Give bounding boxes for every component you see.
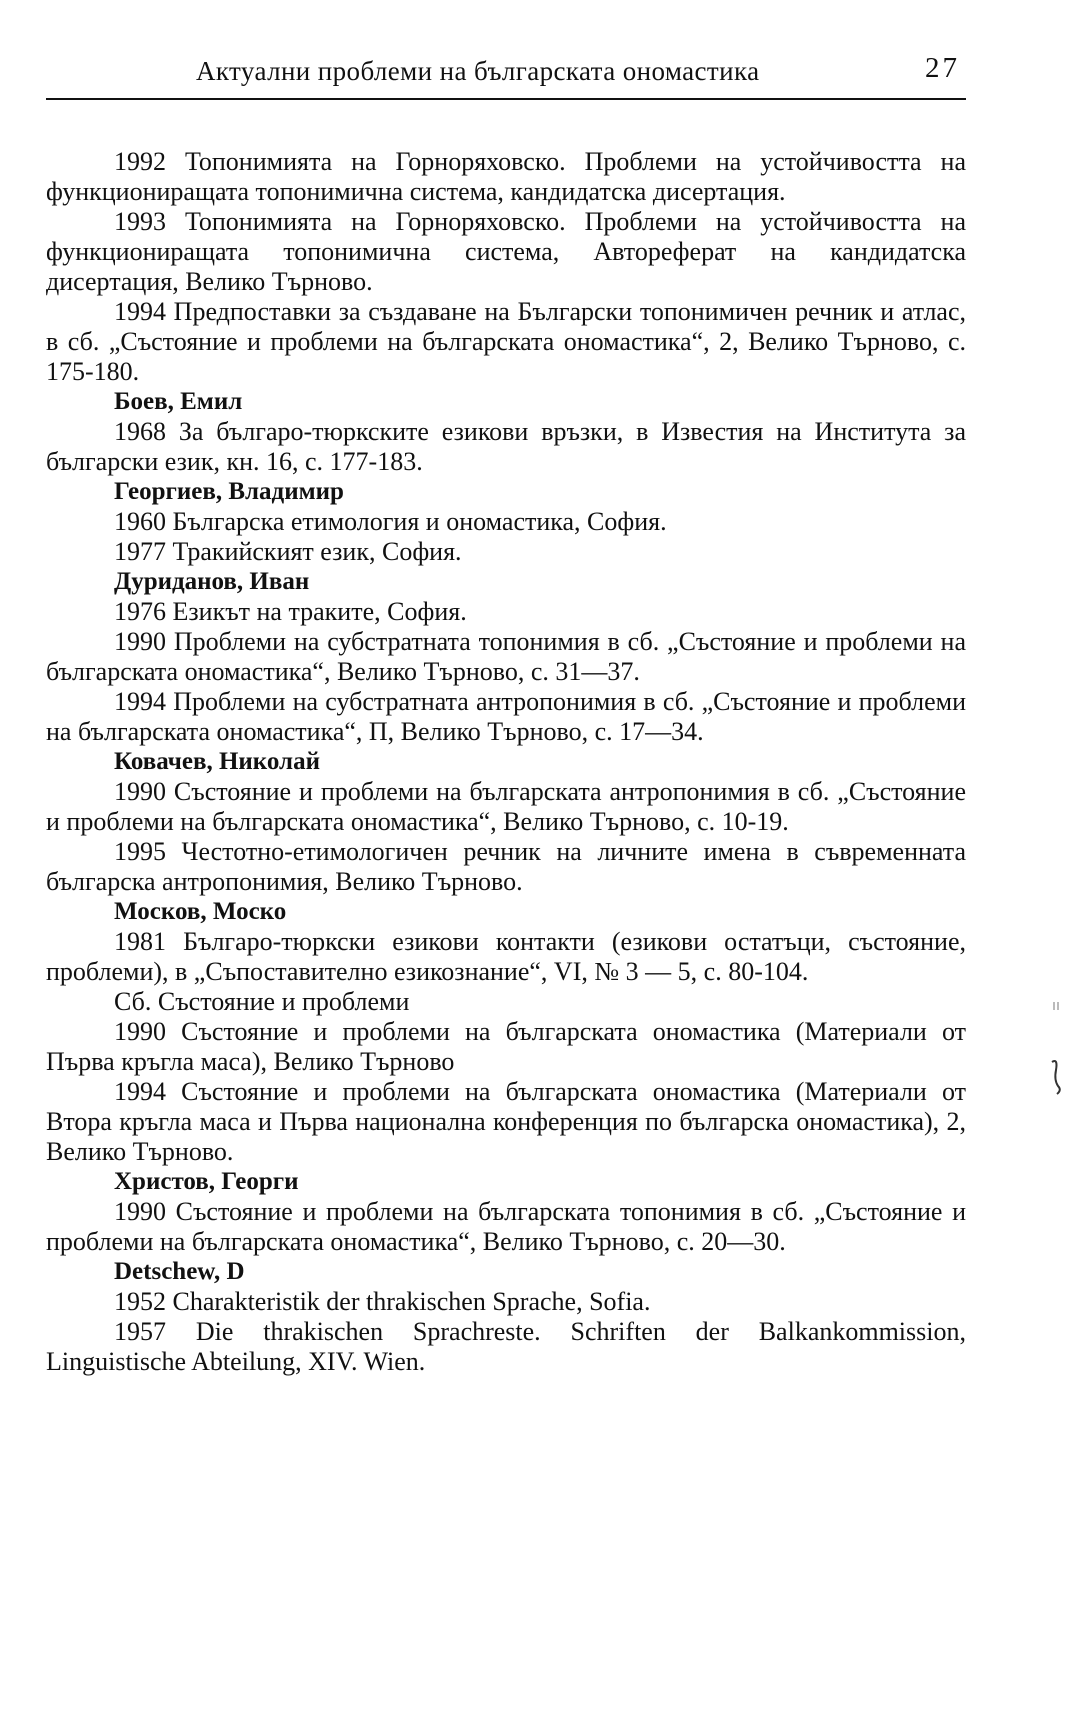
author-heading: Георгиев, Владимир	[114, 478, 344, 505]
running-header	[46, 52, 966, 100]
bibliography-entry: 1995 Честотно-етимологичен речник на личните имена в съвременната българска антропонимия, Велико Търново.	[46, 837, 966, 896]
header-rule	[46, 98, 966, 100]
scan-artifact-marks	[1040, 1000, 1070, 1100]
bibliography-entry: 1992 Топонимията на Горноряховско. Проблеми на устойчивостта на функциониращата топонимична система, кандидатска дисертация.	[46, 147, 966, 206]
bibliography-entry: 1960 Българска етимология и ономастика, София.	[114, 507, 667, 536]
bibliography-entry: 1990 Състояние и проблеми на българската топонимия в сб. „Състояние и проблеми на българската ономастика“, Велико Търново, с. 20—30.	[46, 1197, 966, 1256]
bibliography-entry: 1981 Българо-тюркски езикови контакти (езикови остатъци, състояние, проблеми), в „Съпоставително езикознание“, VI, № 3 — 5, с. 80-104.	[46, 927, 966, 986]
bibliography-entry: 1993 Топонимията на Горноряховско. Проблеми на устойчивостта на функциониращата топонимична система, Автореферат на кандидатска дисертация, Велико Търново.	[46, 207, 966, 296]
author-heading: Москов, Моско	[114, 898, 287, 925]
bibliography-entry: 1977 Тракийският език, София.	[114, 537, 462, 566]
bibliography-entry: 1952 Charakteristik der thrakischen Sprache, Sofia.	[114, 1287, 651, 1316]
bibliography-entry: 1968 За българо-тюркските езикови връзки, в Известия на Института за български език, кн. 16, с. 177-183.	[46, 417, 966, 476]
bibliography	[46, 147, 966, 1377]
running-title: Актуални проблеми на българската ономастика	[196, 56, 760, 86]
bibliography-entry: 1957 Die thrakischen Sprachreste. Schriften der Balkankommission, Linguistische Abteilung, XIV. Wien.	[46, 1317, 966, 1376]
author-heading: Дуриданов, Иван	[114, 568, 310, 595]
bibliography-entry: 1994 Предпоставки за създаване на Български топонимичен речник и атлас, в сб. „Състояние и проблеми на българската ономастика“, 2, Велико Търново, с. 175-180.	[46, 297, 966, 386]
author-heading: Боев, Емил	[114, 388, 243, 415]
bibliography-entry: 1994 Проблеми на субстратната антропонимия в сб. „Състояние и проблеми на българската ономастика“, П, Велико Търново, с. 17—34.	[46, 687, 966, 746]
author-heading: Detschew, D	[114, 1258, 245, 1285]
bibliography-entry: Сб. Състояние и проблеми	[114, 987, 410, 1016]
author-heading: Ковачев, Николай	[114, 748, 320, 775]
bibliography-entry: 1994 Състояние и проблеми на българската ономастика (Материали от Втора кръгла маса и Първа национална конференция по българска ономастика), 2, Велико Търново.	[46, 1077, 966, 1166]
bibliography-entry: 1990 Състояние и проблеми на българската ономастика (Материали от Първа кръгла маса), Велико Търново	[46, 1017, 966, 1076]
author-heading: Христов, Георги	[114, 1168, 299, 1195]
bibliography-entry: 1990 Състояние и проблеми на българската антропонимия в сб. „Състояние и проблеми на българската ономастика“, Велико Търново, с. 10-19.	[46, 777, 966, 836]
bibliography-entry: 1990 Проблеми на субстратната топонимия в сб. „Състояние и проблеми на българската ономастика“, Велико Търново, с. 31—37.	[46, 627, 966, 686]
page-number: 27	[925, 52, 960, 84]
bibliography-entry: 1976 Езикът на траките, София.	[114, 597, 467, 626]
